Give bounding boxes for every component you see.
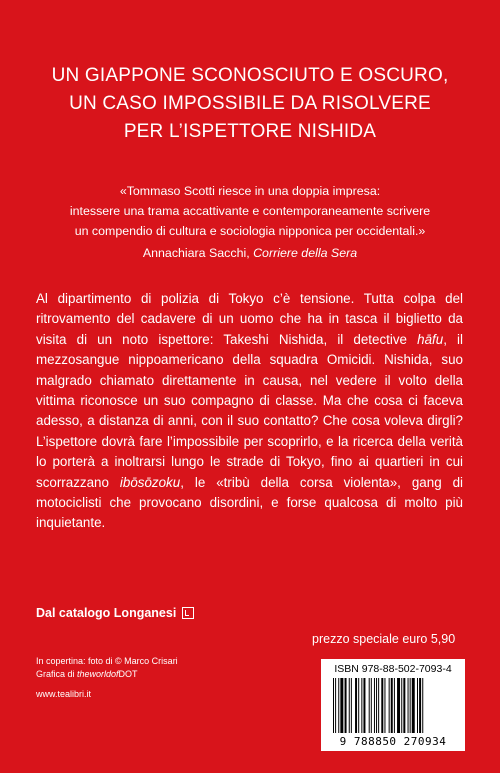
attribution-name: Annachiara Sacchi, (142, 246, 250, 260)
ean-number: 9 788850 270934 (339, 735, 447, 748)
barcode-icon (333, 678, 457, 733)
barcode-area (321, 659, 465, 751)
blurb-part-3: , le «tribù della corsa violenta», gang di motociclisti che provocano disordini, e forse qualcosa di molto più inquietante. (36, 474, 463, 531)
review-quote (0, 181, 500, 241)
cover-photo-credit: In copertina: foto di © Marco Crisari (36, 656, 178, 666)
longanesi-logo-icon (182, 607, 194, 619)
headline-line-2: UN CASO IMPOSSIBILE DA RISOLVERE (69, 93, 431, 114)
blurb-term-bosozoku: ibōsōzoku (119, 474, 181, 490)
cover-credits (36, 655, 178, 681)
price: prezzo speciale euro 5,90 (312, 632, 456, 646)
publisher-website: www.tealibri.it (36, 689, 92, 699)
attribution-source: Corriere della Sera (253, 246, 358, 260)
quote-line-2: intessere una trama accattivante e contemporaneamente scrivere (69, 204, 431, 218)
quote-line-3: un compendio di cultura e sociologia nipponica per occidentali.» (74, 224, 426, 238)
graphics-credit-prefix: Grafica di (36, 669, 78, 679)
graphics-credit-suffix: DOT (118, 669, 138, 679)
blurb-part-1: Al dipartimento di polizia di Tokyo c’è tensione. Tutta colpa del ritrovamento del cadavere di un uomo che ha in tasca il biglietto da visita di un noto ispettore: Takeshi Nishida, il detective (36, 291, 463, 347)
graphics-credit-italic: theworldof (77, 669, 119, 679)
headline-line-1: UN GIAPPONE SCONOSCIUTO E OSCURO, (51, 65, 449, 86)
quote-line-1: «Tommaso Scotti riesce in una doppia impresa: (119, 184, 381, 198)
headline (0, 62, 500, 146)
headline-line-3: PER L’ISPETTORE NISHIDA (123, 121, 377, 142)
blurb-part-2: , il mezzosangue nippoamericano della squadra Omicidi. Nishida, suo malgrado chiamato direttamente in causa, nel vedere il volto della vittima riconosce un suo compagno di classe. Ma che cosa ci faceva adesso, a distanza di anni, con il suo contatto? Che cosa voleva dirgli? L’ispettore dovrà fare l’impossibile per scoprirlo, e la ricerca della verità lo porterà a inoltrarsi lungo le strade di Tokyo, fino ai quartieri in cui scorrazzano (36, 331, 463, 490)
blurb-text (36, 289, 463, 534)
catalog-text: Dal catalogo Longanesi (36, 606, 177, 620)
quote-attribution (0, 243, 500, 263)
catalog-label (36, 606, 194, 620)
blurb-term-hafu: hāfu (417, 331, 444, 347)
graphics-credit (36, 668, 178, 681)
isbn-number: ISBN 978-88-502-7093-4 (334, 663, 452, 675)
